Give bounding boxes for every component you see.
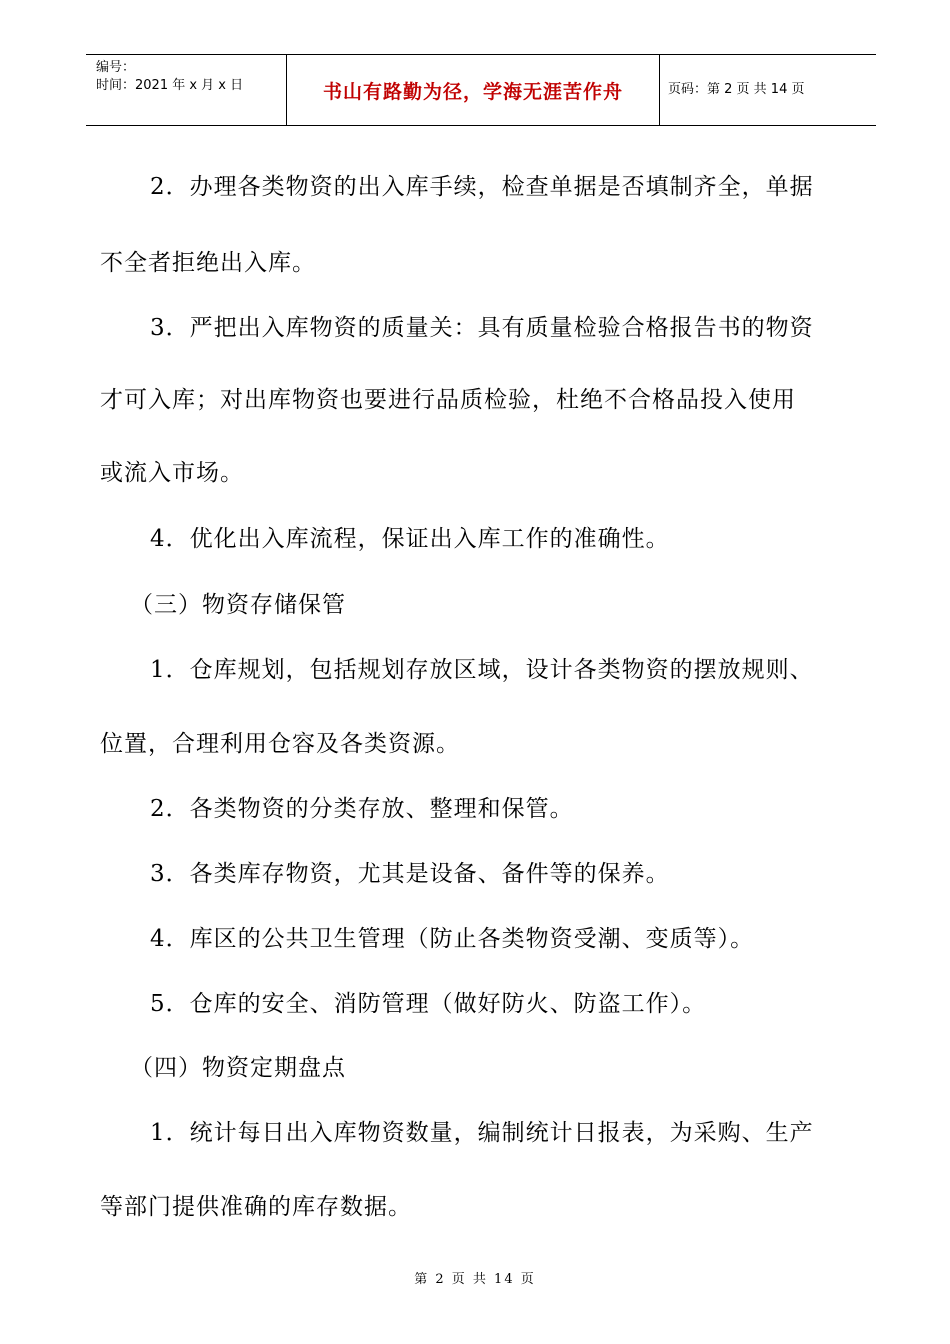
header-page-cell: [660, 55, 876, 125]
body-line-6: 4．优化出入库流程，保证出入库工作的准确性。: [150, 526, 670, 552]
body-line-2: 不全者拒绝出入库。: [100, 250, 316, 276]
header-motto: 书山有路勤为径，学海无涯苦作舟: [322, 80, 623, 103]
section-heading-4: （四）物资定期盘点: [130, 1055, 346, 1081]
page-footer: 第 2 页 共 14 页: [414, 1272, 536, 1287]
body-line-4: 才可入库；对出库物资也要进行品质检验，杜绝不合格品投入使用: [100, 387, 796, 413]
header-page-info: 页码：第 2 页 共 14 页: [668, 82, 805, 97]
document-time-label: 时间：2021 年 x 月 x 日: [96, 78, 244, 93]
body-line-5: 或流入市场。: [100, 460, 244, 486]
page-header: [86, 54, 876, 126]
body-line-3: 3．严把出入库物资的质量关：具有质量检验合格报告书的物资: [150, 315, 814, 341]
body-line-1: 2．办理各类物资的出入库手续，检查单据是否填制齐全，单据: [150, 174, 814, 200]
body-line-10: 3．各类库存物资，尤其是设备、备件等的保养。: [150, 861, 670, 887]
body-line-7: 1．仓库规划，包括规划存放区域，设计各类物资的摆放规则、: [150, 657, 814, 683]
document-number-label: 编号：: [96, 60, 136, 75]
body-line-9: 2．各类物资的分类存放、整理和保管。: [150, 796, 574, 822]
body-line-12: 5．仓库的安全、消防管理（做好防火、防盗工作）。: [150, 991, 707, 1017]
body-line-8: 位置，合理利用仓容及各类资源。: [100, 731, 460, 757]
header-motto-cell: [287, 55, 660, 125]
body-line-14: 等部门提供准确的库存数据。: [100, 1194, 412, 1220]
body-line-11: 4．库区的公共卫生管理（防止各类物资受潮、变质等）。: [150, 926, 755, 952]
header-meta-cell: [86, 55, 287, 125]
section-heading-3: （三）物资存储保管: [130, 592, 346, 618]
body-line-13: 1．统计每日出入库物资数量，编制统计日报表，为采购、生产: [150, 1120, 814, 1146]
